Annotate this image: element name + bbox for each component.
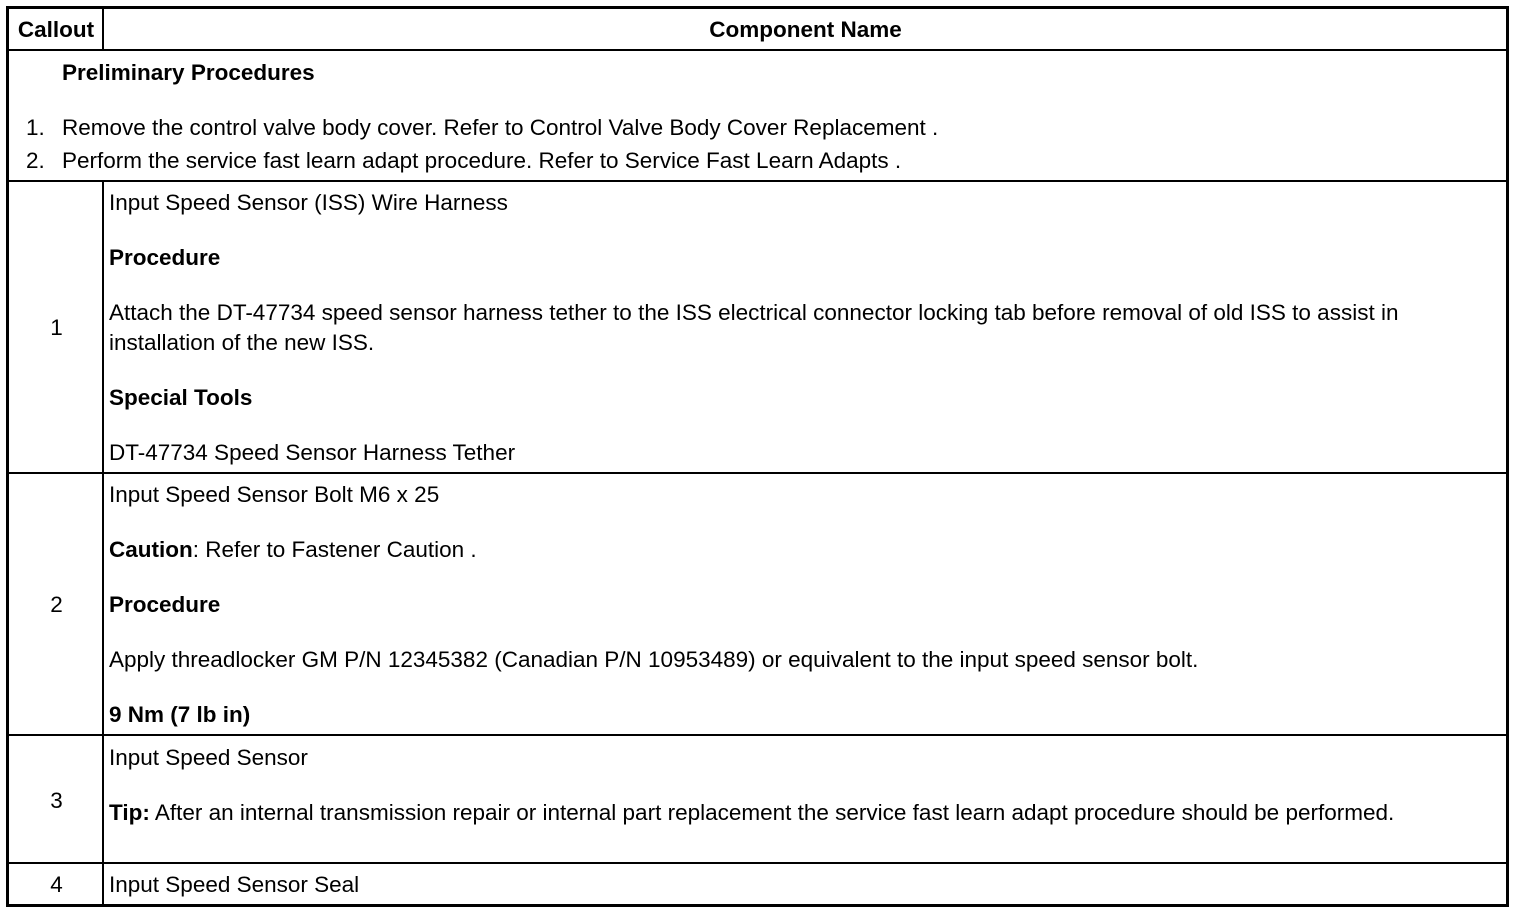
tip-label: Tip: bbox=[109, 800, 150, 825]
procedure-text: Apply threadlocker GM P/N 12345382 (Canadian P/N 10953489) or equivalent to the input speed sensor bolt. bbox=[109, 647, 1199, 672]
preliminary-title: Preliminary Procedures bbox=[62, 60, 315, 85]
tip-text bbox=[109, 798, 1479, 828]
component-name: Input Speed Sensor (ISS) Wire Harness bbox=[109, 190, 508, 215]
step-number: 2. bbox=[26, 148, 45, 173]
torque-spec: 9 Nm (7 lb in) bbox=[109, 702, 251, 727]
step-text: Remove the control valve body cover. Refer to Control Valve Body Cover Replacement . bbox=[62, 115, 939, 140]
header-callout: Callout bbox=[17, 17, 95, 42]
procedure-label: Procedure bbox=[109, 592, 221, 617]
component-name: Input Speed Sensor bbox=[109, 745, 308, 770]
step-number: 1. bbox=[26, 115, 45, 140]
callout-number: 2 bbox=[50, 592, 63, 617]
row-divider-1 bbox=[9, 472, 1506, 474]
procedure-label: Procedure bbox=[109, 245, 221, 270]
row-divider-2 bbox=[9, 734, 1506, 736]
column-divider-header bbox=[102, 9, 104, 49]
special-tools-label: Special Tools bbox=[109, 385, 253, 410]
special-tools-text: DT-47734 Speed Sensor Harness Tether bbox=[109, 440, 516, 465]
callout-number: 3 bbox=[50, 788, 63, 813]
caution-text: : Refer to Fastener Caution . bbox=[192, 537, 477, 562]
component-name: Input Speed Sensor Seal bbox=[109, 872, 360, 897]
component-table bbox=[6, 6, 1509, 907]
caution-label: Caution bbox=[109, 537, 193, 562]
callout-number: 1 bbox=[50, 315, 63, 340]
row-divider-3 bbox=[9, 862, 1506, 864]
tip-body: After an internal transmission repair or internal part replacement the service fast learn adapt procedure should be performed. bbox=[149, 800, 1395, 825]
header-divider bbox=[9, 49, 1506, 51]
caution-line bbox=[109, 535, 477, 565]
callout-number: 4 bbox=[50, 872, 63, 897]
component-name: Input Speed Sensor Bolt M6 x 25 bbox=[109, 482, 440, 507]
procedure-text: Attach the DT-47734 speed sensor harness tether to the ISS electrical connector locking tab before removal of old ISS to assist in installation of the new ISS. bbox=[109, 300, 1399, 355]
step-text: Perform the service fast learn adapt procedure. Refer to Service Fast Learn Adapts . bbox=[62, 148, 902, 173]
header-component-name: Component Name bbox=[709, 17, 902, 42]
row-divider-prelim bbox=[9, 180, 1506, 182]
